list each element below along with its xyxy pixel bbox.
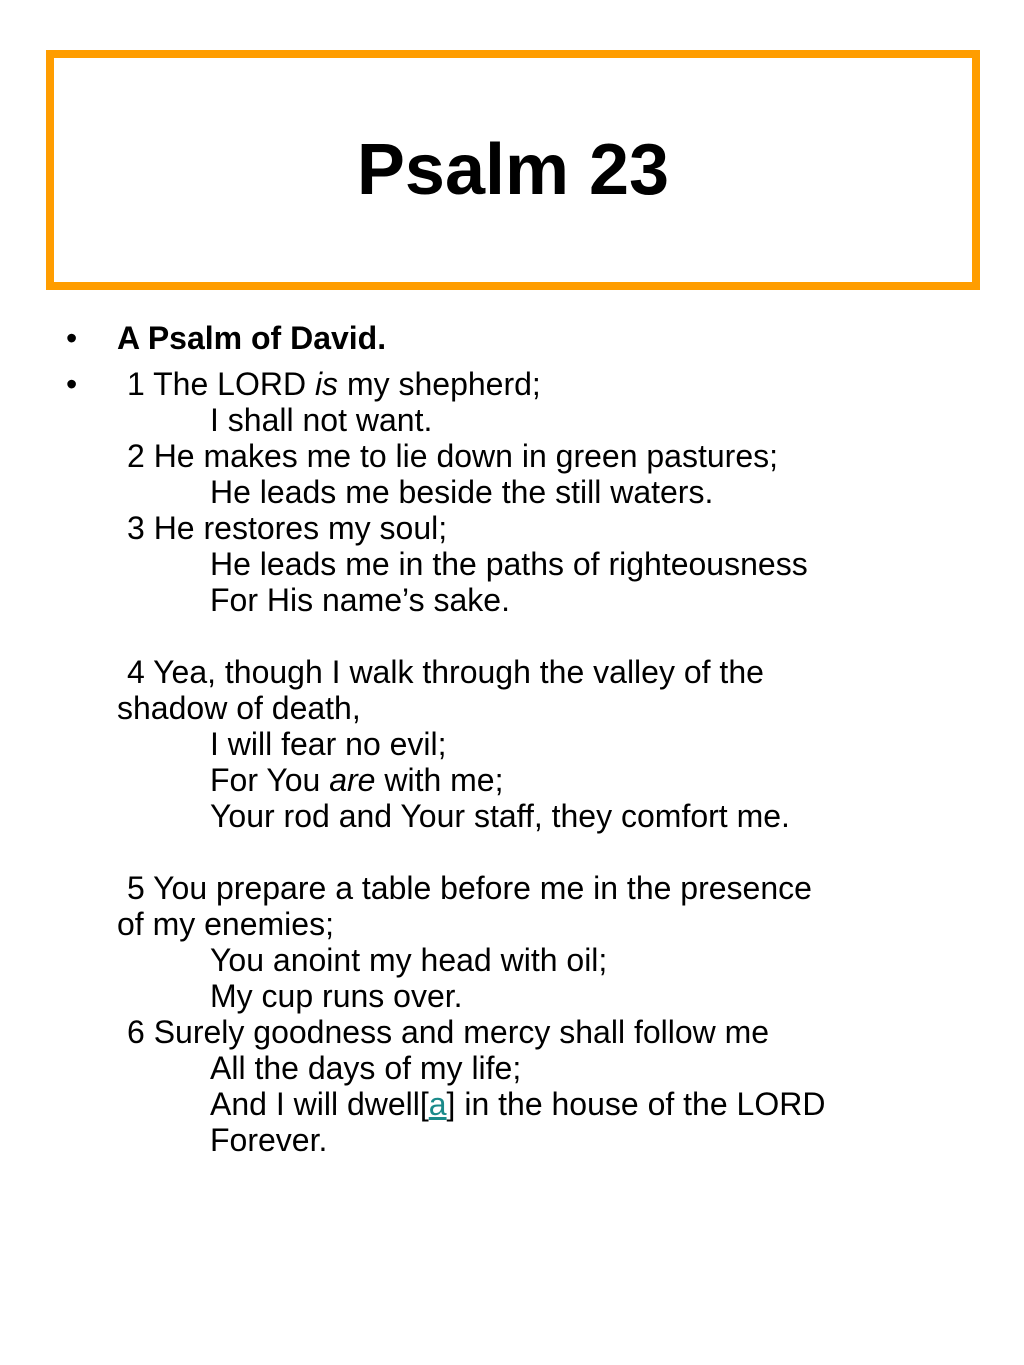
verse-line: shadow of death, <box>117 690 361 726</box>
verse-line <box>117 762 1024 798</box>
verse-line: 5 You prepare a table before me in the presence <box>127 870 812 906</box>
verse-line: 6 Surely goodness and mercy shall follow me <box>127 1014 770 1050</box>
verse-line <box>117 366 1024 402</box>
title-box <box>46 50 980 290</box>
verse-line: For His name’s sake. <box>210 582 510 618</box>
psalm-heading: A Psalm of David. <box>117 320 387 356</box>
verse-emphasis: are <box>329 762 376 798</box>
verse-text: ] in the house of the LORD <box>446 1086 826 1122</box>
verse-line: of my enemies; <box>117 906 334 942</box>
verse-line: 2 He makes me to lie down in green pastures; <box>127 438 778 474</box>
verse-line: 4 Yea, though I walk through the valley of the <box>127 654 764 690</box>
bullet-verses <box>0 366 1024 1158</box>
bullet-dot: • <box>66 366 78 402</box>
verse-text: And I will dwell[ <box>210 1086 429 1122</box>
verse-line: Forever. <box>210 1122 328 1158</box>
verse-line: He leads me beside the still waters. <box>210 474 714 510</box>
blank-line <box>117 834 1024 870</box>
verse-text: with me; <box>375 762 504 798</box>
verse-text: 1 The LORD <box>127 366 315 402</box>
verse-line: 3 He restores my soul; <box>127 510 448 546</box>
blank-line <box>117 618 1024 654</box>
verse-line: My cup runs over. <box>210 978 463 1014</box>
verse-text: For You <box>210 762 330 798</box>
bullet-dot: • <box>66 320 78 356</box>
verse-line: He leads me in the paths of righteousness <box>210 546 808 582</box>
verse-line: All the days of my life; <box>210 1050 522 1086</box>
verse-line: I shall not want. <box>210 402 433 438</box>
verse-line: Your rod and Your staff, they comfort me. <box>210 798 790 834</box>
verse-line <box>117 1086 1024 1122</box>
verse-emphasis: is <box>314 366 339 402</box>
content-list <box>0 320 1024 1168</box>
bullet-heading <box>0 320 1024 356</box>
verse-line: I will fear no evil; <box>210 726 447 762</box>
footnote-link[interactable]: a <box>428 1086 447 1122</box>
page-title: Psalm 23 <box>356 130 670 210</box>
verse-line: You anoint my head with oil; <box>210 942 608 978</box>
verse-text: my shepherd; <box>338 366 541 402</box>
